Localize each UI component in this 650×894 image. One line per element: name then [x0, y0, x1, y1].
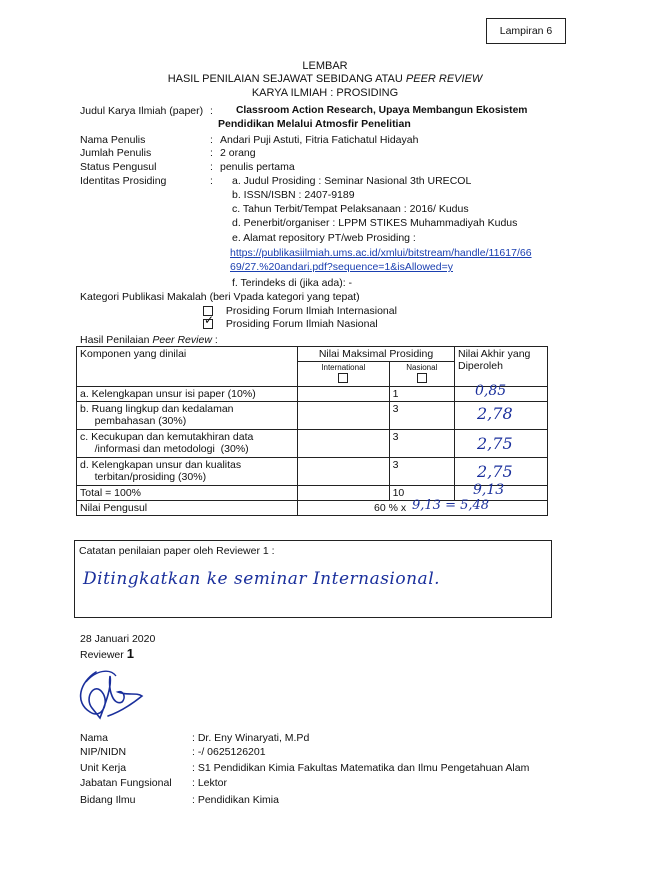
kategori-label: Kategori Publikasi Makalah (beri Vpada kategori yang tepat) — [80, 291, 360, 303]
total-label: Total = 100% — [77, 486, 298, 501]
pengusul-handwritten: 9,13 = 5,48 — [412, 498, 490, 513]
subheader-international — [298, 362, 390, 387]
colon: : — [210, 175, 213, 187]
row-a-international — [298, 387, 390, 402]
colon: : — [210, 105, 213, 117]
nama-value: : Dr. Eny Winaryati, M.Pd — [192, 732, 310, 744]
row-a-text: a. Kelengkapan unsur isi paper (10%) — [80, 388, 256, 400]
row-c-akhir-value: 2,75 — [477, 434, 513, 453]
jabatan-value: : Lektor — [192, 777, 228, 789]
checkbox-nasional-col — [417, 373, 427, 383]
jumlah-penulis-label: Jumlah Penulis — [80, 147, 152, 159]
penilaian-table — [76, 346, 548, 516]
header-nilai-maksimal: Nilai Maksimal Prosiding — [298, 347, 455, 362]
checkbox-nasional[interactable] — [203, 313, 215, 329]
table-row — [77, 387, 548, 402]
catatan-label: Catatan penilaian paper oleh Reviewer 1 : — [79, 545, 275, 557]
row-b-komponen — [77, 402, 298, 430]
hasil-colon: : — [211, 334, 218, 346]
row-d-komponen — [77, 458, 298, 486]
lampiran-box: Lampiran 6 — [486, 18, 566, 44]
nip-value: : -/ 0625126201 — [192, 746, 266, 758]
hasil-text: Hasil Penilaian — [80, 334, 153, 346]
hasil-label — [80, 334, 218, 346]
row-b-nasional: 3 — [389, 402, 454, 430]
colon: : — [210, 147, 213, 159]
row-b-text-2: pembahasan (30%) — [80, 415, 187, 427]
row-c-international — [298, 430, 390, 458]
jabatan-label: Jabatan Fungsional — [80, 777, 172, 789]
signature-stroke-2 — [86, 671, 116, 682]
row-b-akhir — [455, 402, 548, 430]
row-d-nasional: 3 — [389, 458, 454, 486]
subheader-nasional — [389, 362, 454, 387]
doc-title-hasil — [0, 73, 650, 85]
header-komponen: Komponen yang dinilai — [77, 347, 298, 387]
nama-penulis-value: Andari Puji Astuti, Fitria Fatichatul Hidayah — [220, 134, 419, 146]
check-mark-icon: ✓ — [204, 313, 215, 328]
header-nilai-akhir — [455, 347, 548, 387]
table-header-row — [77, 347, 548, 362]
nama-label: Nama — [80, 732, 109, 744]
identitas-label: Identitas Prosiding — [80, 175, 167, 187]
date: 28 Januari 2020 — [80, 633, 156, 645]
unit-label: Unit Kerja — [80, 762, 127, 774]
pengusul-value — [298, 498, 548, 516]
jumlah-penulis-value: 2 orang — [220, 147, 256, 159]
total-international — [298, 486, 390, 501]
header-nilai-akhir-2: Diperoleh — [458, 360, 503, 372]
row-c-text-1: c. Kecukupan dan kemutakhiran data — [80, 431, 254, 443]
row-a-akhir — [455, 383, 548, 402]
colon: : — [210, 134, 213, 146]
judul-value-2: Pendidikan Melalui Atmosfir Penelitian — [218, 118, 411, 130]
row-d-text-1: d. Kelengkapan unsur dan kualitas — [80, 459, 242, 471]
table-row — [77, 430, 548, 458]
doc-title-karya: KARYA ILMIAH : PROSIDING — [251, 87, 399, 99]
header-nilai-akhir-1: Nilai Akhir yang — [458, 348, 531, 360]
pengusul-label: Nilai Pengusul — [77, 501, 298, 516]
row-c-text-2: /informasi dan metodologi (30%) — [80, 443, 249, 455]
signature-image — [66, 662, 156, 728]
identitas-e: e. Alamat repository PT/web Prosiding : — [232, 232, 416, 244]
status-value: penulis pertama — [220, 161, 295, 173]
row-d-text-2: terbitan/prosiding (30%) — [80, 471, 207, 483]
identitas-f: f. Terindeks di (jika ada): - — [232, 277, 353, 289]
row-b-text-1: b. Ruang lingkup dan kedalaman — [80, 403, 234, 415]
pengusul-formula: 60 % x — [374, 502, 407, 514]
nasional-label: Nasional — [406, 363, 438, 372]
title-italic: PEER REVIEW — [405, 73, 483, 85]
kategori-option-nasional[interactable] — [203, 313, 378, 330]
judul-value-1: Classroom Action Research, Upaya Membangun Ekosistem — [236, 105, 528, 116]
doc-title-lembar: LEMBAR — [302, 60, 348, 72]
title-text: HASIL PENILAIAN SEJAWAT SEBIDANG ATAU — [167, 73, 406, 85]
colon: : — [210, 161, 213, 173]
hasil-italic: Peer Review — [152, 334, 212, 346]
table-row-pengusul — [77, 501, 548, 516]
bidang-label: Bidang Ilmu — [80, 794, 136, 806]
row-a-komponen — [77, 387, 298, 402]
kategori-option-internasional[interactable] — [203, 305, 397, 317]
nip-label: NIP/NIDN — [80, 746, 127, 758]
identitas-a: a. Judul Prosiding : Seminar Nasional 3th URECOL — [232, 175, 472, 187]
option-nasional-label: Prosiding Forum Ilmiah Nasional — [225, 318, 378, 330]
option-internasional-label: Prosiding Forum Ilmiah Internasional — [225, 305, 397, 317]
checkbox-international-col — [338, 373, 348, 383]
row-c-akhir — [455, 430, 548, 458]
table-row — [77, 402, 548, 430]
row-a-akhir-value: 0,85 — [475, 383, 507, 399]
row-c-komponen — [77, 430, 298, 458]
international-label: International — [321, 363, 366, 372]
status-label: Status Pengusul — [80, 161, 157, 173]
row-d-akhir-value: 2,75 — [477, 462, 513, 481]
catatan-box — [74, 540, 552, 618]
repository-link-2[interactable]: 69/27.%20andari.pdf?sequence=1&isAllowed=y — [230, 261, 453, 273]
identitas-b: b. ISSN/ISBN : 2407-9189 — [232, 189, 355, 201]
identitas-c: c. Tahun Terbit/Tempat Pelaksanaan : 2016/ Kudus — [232, 203, 469, 215]
judul-label: Judul Karya Ilmiah (paper) — [80, 105, 204, 117]
repository-link-1[interactable]: https://publikasiilmiah.ums.ac.id/xmlui/bitstream/handle/11617/66 — [230, 247, 532, 259]
unit-value: : S1 Pendidikan Kimia Fakultas Matematika dan Ilmu Pengetahuan Alam — [192, 762, 530, 774]
reviewer-number: 1 — [126, 646, 134, 661]
reviewer-label — [80, 646, 134, 661]
row-d-international — [298, 458, 390, 486]
identitas-d: d. Penerbit/organiser : LPPM STIKES Muhammadiyah Kudus — [232, 217, 518, 229]
nama-penulis-label: Nama Penulis — [80, 134, 146, 146]
reviewer-text: Reviewer — [80, 649, 127, 661]
row-a-nasional: 1 — [389, 387, 454, 402]
row-b-international — [298, 402, 390, 430]
row-b-akhir-value: 2,78 — [477, 404, 513, 423]
total-akhir-value: 9,13 — [473, 482, 505, 498]
catatan-handwritten: Ditingkatkan ke seminar Internasional. — [83, 569, 441, 589]
total-nasional: 10 — [389, 486, 454, 501]
row-c-nasional: 3 — [389, 430, 454, 458]
bidang-value: : Pendidikan Kimia — [192, 794, 279, 806]
